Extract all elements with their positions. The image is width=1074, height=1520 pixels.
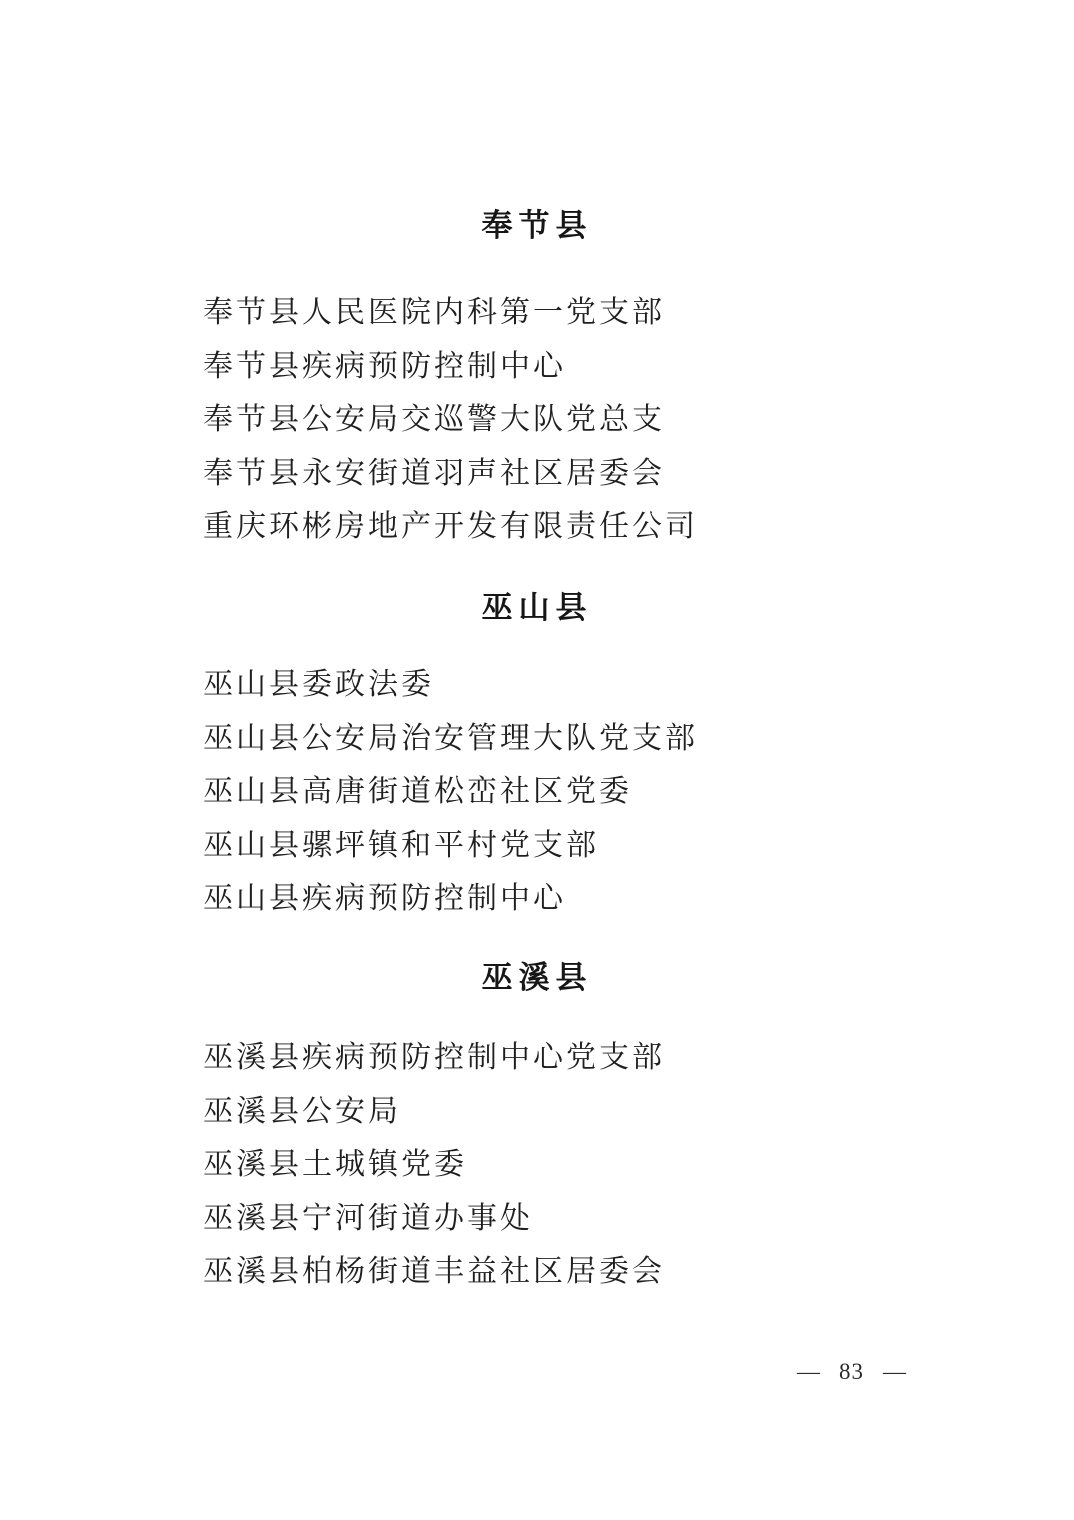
org-item: 巫山县委政法委 [203, 668, 434, 701]
org-item: 奉节县永安街道羽声社区居委会 [203, 456, 665, 490]
section-wushan-county [0, 592, 1074, 926]
page-number: 83 [839, 1359, 864, 1384]
org-list [0, 658, 1074, 926]
org-list [0, 286, 1074, 554]
org-item: 奉节县公安局交巡警大队党总支 [203, 403, 665, 436]
page-footer [797, 1358, 906, 1386]
footer-dash-right: — [883, 1359, 906, 1384]
org-item: 巫溪县宁河街道办事处 [203, 1201, 533, 1235]
section-heading: 巫山县 [481, 590, 593, 625]
org-item: 重庆环彬房地产开发有限责任公司 [203, 510, 698, 543]
section-wuxi-county [0, 962, 1074, 1299]
section-fengjie-county [0, 210, 1074, 554]
org-item: 巫山县高唐街道松峦社区党委 [203, 775, 632, 808]
org-item: 巫溪县疾病预防控制中心党支部 [203, 1041, 665, 1074]
org-item: 巫山县公安局治安管理大队党支部 [203, 721, 698, 755]
section-heading: 奉节县 [481, 208, 593, 243]
org-item: 巫山县骡坪镇和平村党支部 [203, 828, 599, 862]
org-item: 巫溪县土城镇党委 [203, 1148, 467, 1181]
footer-dash-left: — [797, 1359, 820, 1384]
org-item: 巫溪县柏杨街道丰益社区居委会 [203, 1255, 665, 1288]
org-item: 巫山县疾病预防控制中心 [203, 882, 566, 915]
org-item: 奉节县人民医院内科第一党支部 [203, 296, 665, 329]
org-item: 巫溪县公安局 [203, 1094, 401, 1128]
org-item: 奉节县疾病预防控制中心 [203, 349, 566, 383]
org-list [0, 1031, 1074, 1299]
section-heading: 巫溪县 [481, 960, 593, 995]
